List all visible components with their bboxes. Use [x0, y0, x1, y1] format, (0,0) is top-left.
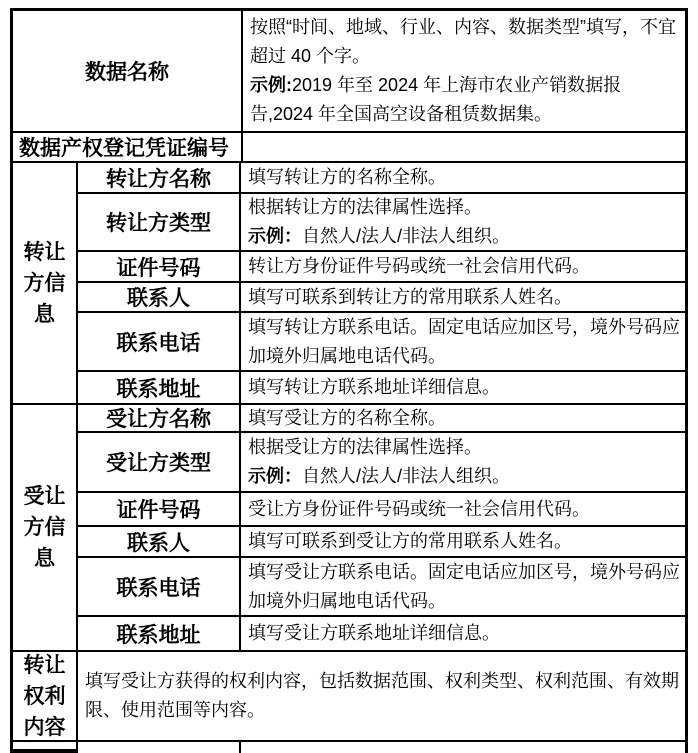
row-transferor-contact-person: 联系人 填写可联系到转让方的常用联系人姓名。	[78, 283, 685, 313]
row-transferee-name: 受让方名称 填写受让方的名称全称。	[78, 405, 685, 433]
transferee-section-label: 受让 方信 息	[13, 405, 78, 650]
example-label: 示例:	[250, 75, 292, 95]
row-transferee-id-number: 证件号码 受让方身份证件号码或统一社会信用代码。	[78, 493, 685, 527]
row-transferor-phone: 联系电话 填写转让方联系电话。固定电话应加区号，境外号码应加境外归属地电话代码。	[78, 313, 685, 372]
row-partial-cutoff	[13, 742, 685, 753]
data-name-label: 数据名称	[13, 11, 243, 131]
registration-form-table	[10, 8, 688, 753]
data-name-example	[250, 71, 684, 129]
section-transferee	[13, 405, 685, 652]
rights-section-label: 转让 权利 内容	[13, 652, 78, 740]
example-label: 示例：	[248, 226, 302, 246]
transferor-section-label: 转让 方信 息	[13, 163, 78, 403]
row-transferee-address: 联系地址 填写受让方联系地址详细信息。	[78, 617, 685, 650]
row-data-name	[13, 11, 685, 133]
row-transferor-type: 转让方类型 根据转让方的法律属性选择。 示例：自然人/法人/非法人组织。	[78, 194, 685, 252]
row-transferee-type: 受让方类型 根据受让方的法律属性选择。 示例：自然人/法人/非法人组织。	[78, 433, 685, 493]
section-transferor	[13, 163, 685, 405]
row-transferor-id-number: 证件号码 转让方身份证件号码或统一社会信用代码。	[78, 252, 685, 283]
data-name-description	[243, 11, 685, 131]
row-transferor-name: 转让方名称 填写转让方的名称全称。	[78, 163, 685, 194]
row-transferor-address: 联系地址 填写转让方联系地址详细信息。	[78, 372, 685, 403]
certificate-number-label: 数据产权登记凭证编号	[13, 133, 243, 161]
row-transferee-phone: 联系电话 填写受让方联系电话。固定电话应加区号，境外号码应加境外归属地电话代码。	[78, 558, 685, 617]
example-text: 自然人/法人/非法人组织。	[302, 226, 511, 246]
certificate-number-value	[243, 133, 685, 161]
rights-description: 填写受让方获得的权利内容，包括数据范围、权利类型、权利范围、有效期限、使用范围等内容。	[85, 671, 679, 720]
cutoff-content-ink	[13, 749, 78, 753]
row-transferee-contact-person: 联系人 填写可联系到受让方的常用联系人姓名。	[78, 527, 685, 558]
data-name-desc-text: 按照“时间、地域、行业、内容、数据类型”填写，不宜超过 40 个字。	[250, 17, 676, 66]
example-text: 自然人/法人/非法人组织。	[302, 466, 511, 486]
example-text: 2019 年至 2024 年上海市农业产销数据报告,2024 年全国高空设备租赁数据集。	[250, 75, 622, 124]
example-label: 示例：	[248, 466, 302, 486]
row-certificate-number	[13, 133, 685, 163]
section-transfer-rights	[13, 652, 685, 742]
